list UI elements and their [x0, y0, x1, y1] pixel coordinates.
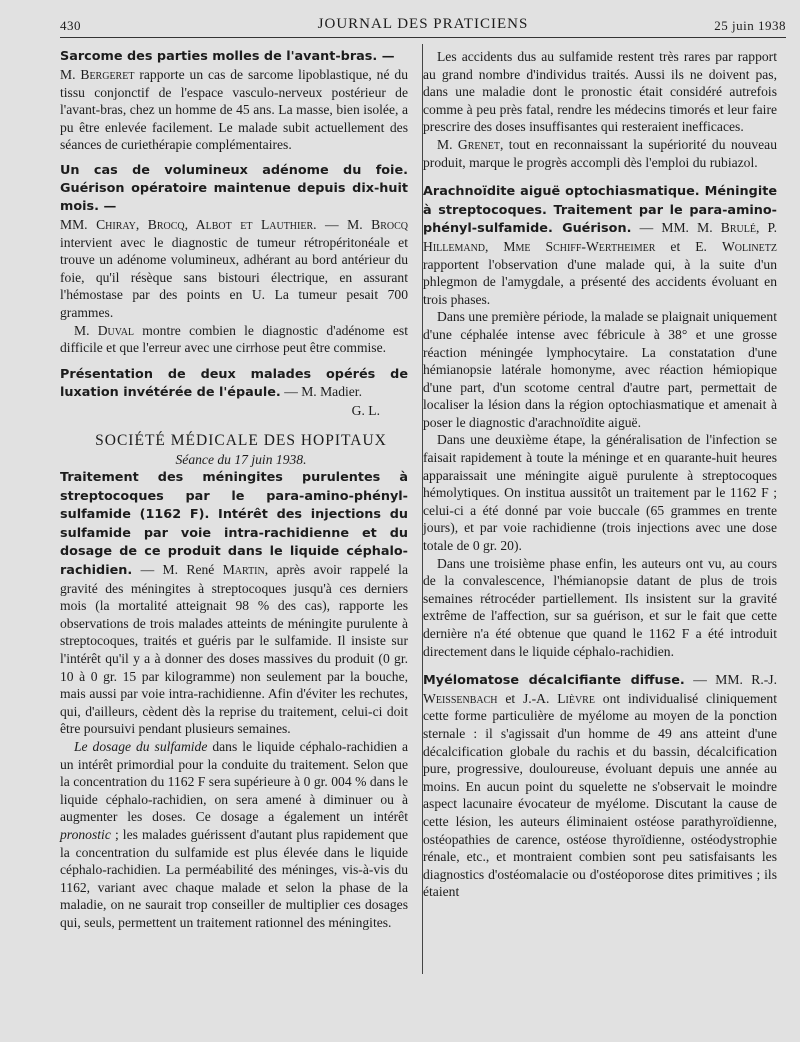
article-title-adenome: Un cas de volumineux adénome du foie. Guérison opératoire maintenue depuis dix-huit mois. —: [60, 162, 408, 214]
article-title-myelomatose: Myélomatose décalcifiante diffuse. — MM. R.-J. Weissenbach et J.-A. Lièvre ont individualisé cliniquement cette forme particulière de myélome au moyen de la ponction sternale : il s'agissait d'un homme de 49 ans atteint d'une décalcification globale du rachis et du bassin, décalcification pure, progressive, douloureuse, évoluant depuis une année au moins. En aucun point du squelette ne s'observait le moindre aspect lacunaire évocateur de myélome. Discutant la cause de cette lésion, les auteurs éliminaient ostéose parathyroïdienne, ostéopathies de carence, ostéose thyroïdienne, ostéodystrophie rénale, etc., et montraient combien sont peu satisfaisants les diagnostics d'ostéomalacie ou d'ostéoporose dites primitives ; ils étaient: [423, 672, 777, 900]
header-rule: [60, 37, 786, 38]
paragraph: M. Duval montre combien le diagnostic d'adénome est difficile et que l'erreur avec une cirrhose peut être commise.: [60, 322, 408, 356]
article-title-luxation: Présentation de deux malades opérés de luxation invétérée de l'épaule. — M. Madier.: [60, 366, 408, 401]
author-name: M. Brocq: [347, 216, 408, 232]
page-header: [60, 14, 786, 38]
paragraph: M. Grenet, tout en reconnaissant la supériorité du nouveau produit, marque le progrès accompli dès l'emploi du rubiazol.: [423, 136, 777, 170]
right-column: [423, 48, 777, 901]
session-date: Séance du 17 juin 1938.: [175, 451, 307, 467]
article-title-arachnoidite: Arachnoïdite aiguë optochiasmatique. Méningite à streptocoques. Traitement par le para-amino-phényl-sulfamide. Guérison. — MM. M. Brulé, P. Hillemand, Mme Schiff-Wertheimer et E. Wolinetz rapportent l'observation d'une malade qui, à la suite d'un phlegmon de l'amygdale, a présenté des accidents évoluant en trois phases.: [423, 184, 777, 307]
society-heading: SOCIÉTÉ MÉDICALE DES HOPITAUX: [95, 431, 387, 449]
author-name: Weissenbach: [423, 690, 498, 706]
paragraph: Dans une première période, la malade se plaignait uniquement d'une céphalée intense avec fébricule à 38° et une grosse réaction méningée lymphocytaire. La constatation d'une hémianopsie latérale homonyme, avec réaction hémiopique d'une part, d'un scotome central d'autre part, permettait de localiser la lésion dans la région optochiasmatique et amenait à poser le diagnostic d'arachnoïdite aiguë.: [423, 309, 777, 430]
author-name: Wolinetz: [721, 238, 777, 254]
paragraph: Le dosage du sulfamide dans le liquide céphalo-rachidien a un intérêt primordial pour la conduite du traitement. Selon que la concentration du 1162 F sera supérieure à 0 gr. 004 % dans le liquide céphalo-rachidien, on sera amené à diminuer ou à augmenter les doses. Ce dosage a également un intérêt pronostic ; les malades guérissent d'autant plus rapidement que la concentration du sulfamide est plus élevée dans le liquide céphalo-rachidien. La perméabilité des méninges, vis-à-vis du 1162, variant avec chaque malade et selon la phase de la maladie, on ne saurait trop conseiller de multiplier ces dosages qui, seuls, permettent un traitement rationnel des méningites.: [60, 739, 408, 930]
author-name: Lièvre: [557, 690, 595, 706]
author-names: Brulé, P. Hillemand, Mme Schiff-Wertheimer: [423, 220, 777, 254]
author-name: M. Grenet: [437, 136, 500, 152]
paragraph: MM. Chiray, Brocq, Albot et Lauthier. — M. Brocq intervient avec le diagnostic de tumeur rétropéritonéale et trouve un adénome volumineux, adhérant au bord antérieur du foie, qu'il résèque sans bistouri électrique, en assurant l'hémostase par des points en U. La tumeur pesait 700 grammes.: [60, 216, 408, 320]
author-name: M. Duval: [74, 322, 135, 338]
paragraph: Dans une troisième phase enfin, les auteurs ont vu, au cours de la convalescence, l'hémianopsie datant de plus de trois semaines rétrocéder partiellement. Ils insistent sur la gravité extrême de l'affection, sur sa guérison, et sur le fait que cette dernière n'a été obtenue que quand le 1162 F a été introduit directement dans le liquide céphalo-rachidien.: [423, 555, 777, 659]
article-title-meningites: Traitement des méningites purulentes à streptocoques par le para-amino-phényl-sulfamide (1162 F). Intérêt des injections du sulfamide par voie intra-rachidienne et du dosage de ce produit dans le liquide céphalo-rachidien. — M. René Martin, après avoir rappelé la gravité des méningites à streptocoques jusqu'à ces derniers mois (la mortalité atteignait 98 % des cas), rapporte les observations de trois malades atteints de méningite purulente à streptocoques, traités et guéris par le sulfamide. Il insiste sur l'intérêt qu'il y a à donner des doses massives du produit (0 gr. 10 à 0 gr. 15 par kilogramme) non seulement par la bouche, mais aussi par voie intra-rachidienne. Afin d'éviter les rechutes, qui, d'ailleurs, cèdent dès la reprise du traitement, celui-ci doit être poursuivi pendant plusieurs semaines.: [60, 470, 408, 737]
article-title-sarcome: Sarcome des parties molles de l'avant-bras. —: [60, 49, 395, 64]
journal-title: JOURNAL DES PRATICIENS: [317, 16, 529, 32]
author-name: Martin: [222, 562, 265, 578]
paragraph: Dans une deuxième étape, la généralisation de l'infection se faisait rapidement à toute la méninge et en quarante-huit heures apparaissait une méningite aiguë purulente à streptocoques hémolytiques. On institua aussitôt un traitement par le 1162 F ; celui-ci a été donné par voie buccale (65 grammes en trente jours), et par voie rachidienne (trois injections avec une dose totale de 0 gr. 20).: [423, 432, 777, 554]
page-number: 430: [60, 18, 81, 33]
left-column: [60, 48, 408, 932]
author-name: M. Bergeret: [60, 67, 135, 82]
signature: G. L.: [351, 402, 380, 418]
paragraph: M. Bergeret rapporte un cas de sarcome lipoblastique, né du tissu conjonctif de l'espace vasculo-nerveux postérieur de l'avant-bras, chez un homme de 45 ans. La masse, bien isolée, a pu être enlevée facilement. Le malade subit actuellement des séances de curiethérapie complémentaires.: [60, 67, 409, 153]
paragraph: Les accidents dus au sulfamide restent très rares par rapport au grand nombre d'individus traités. Aussi ils ne doivent pas, dans une maladie dont le pronostic était considéré autrefois comme à peu près fatal, rendre les médecins timorés et leur faire prescrire des doses insuffisantes qui resteraient inefficaces.: [423, 49, 777, 135]
issue-date: 25 juin 1938: [714, 18, 786, 33]
author-names: MM. Chiray, Brocq, Albot et Lauthier.: [60, 216, 317, 232]
